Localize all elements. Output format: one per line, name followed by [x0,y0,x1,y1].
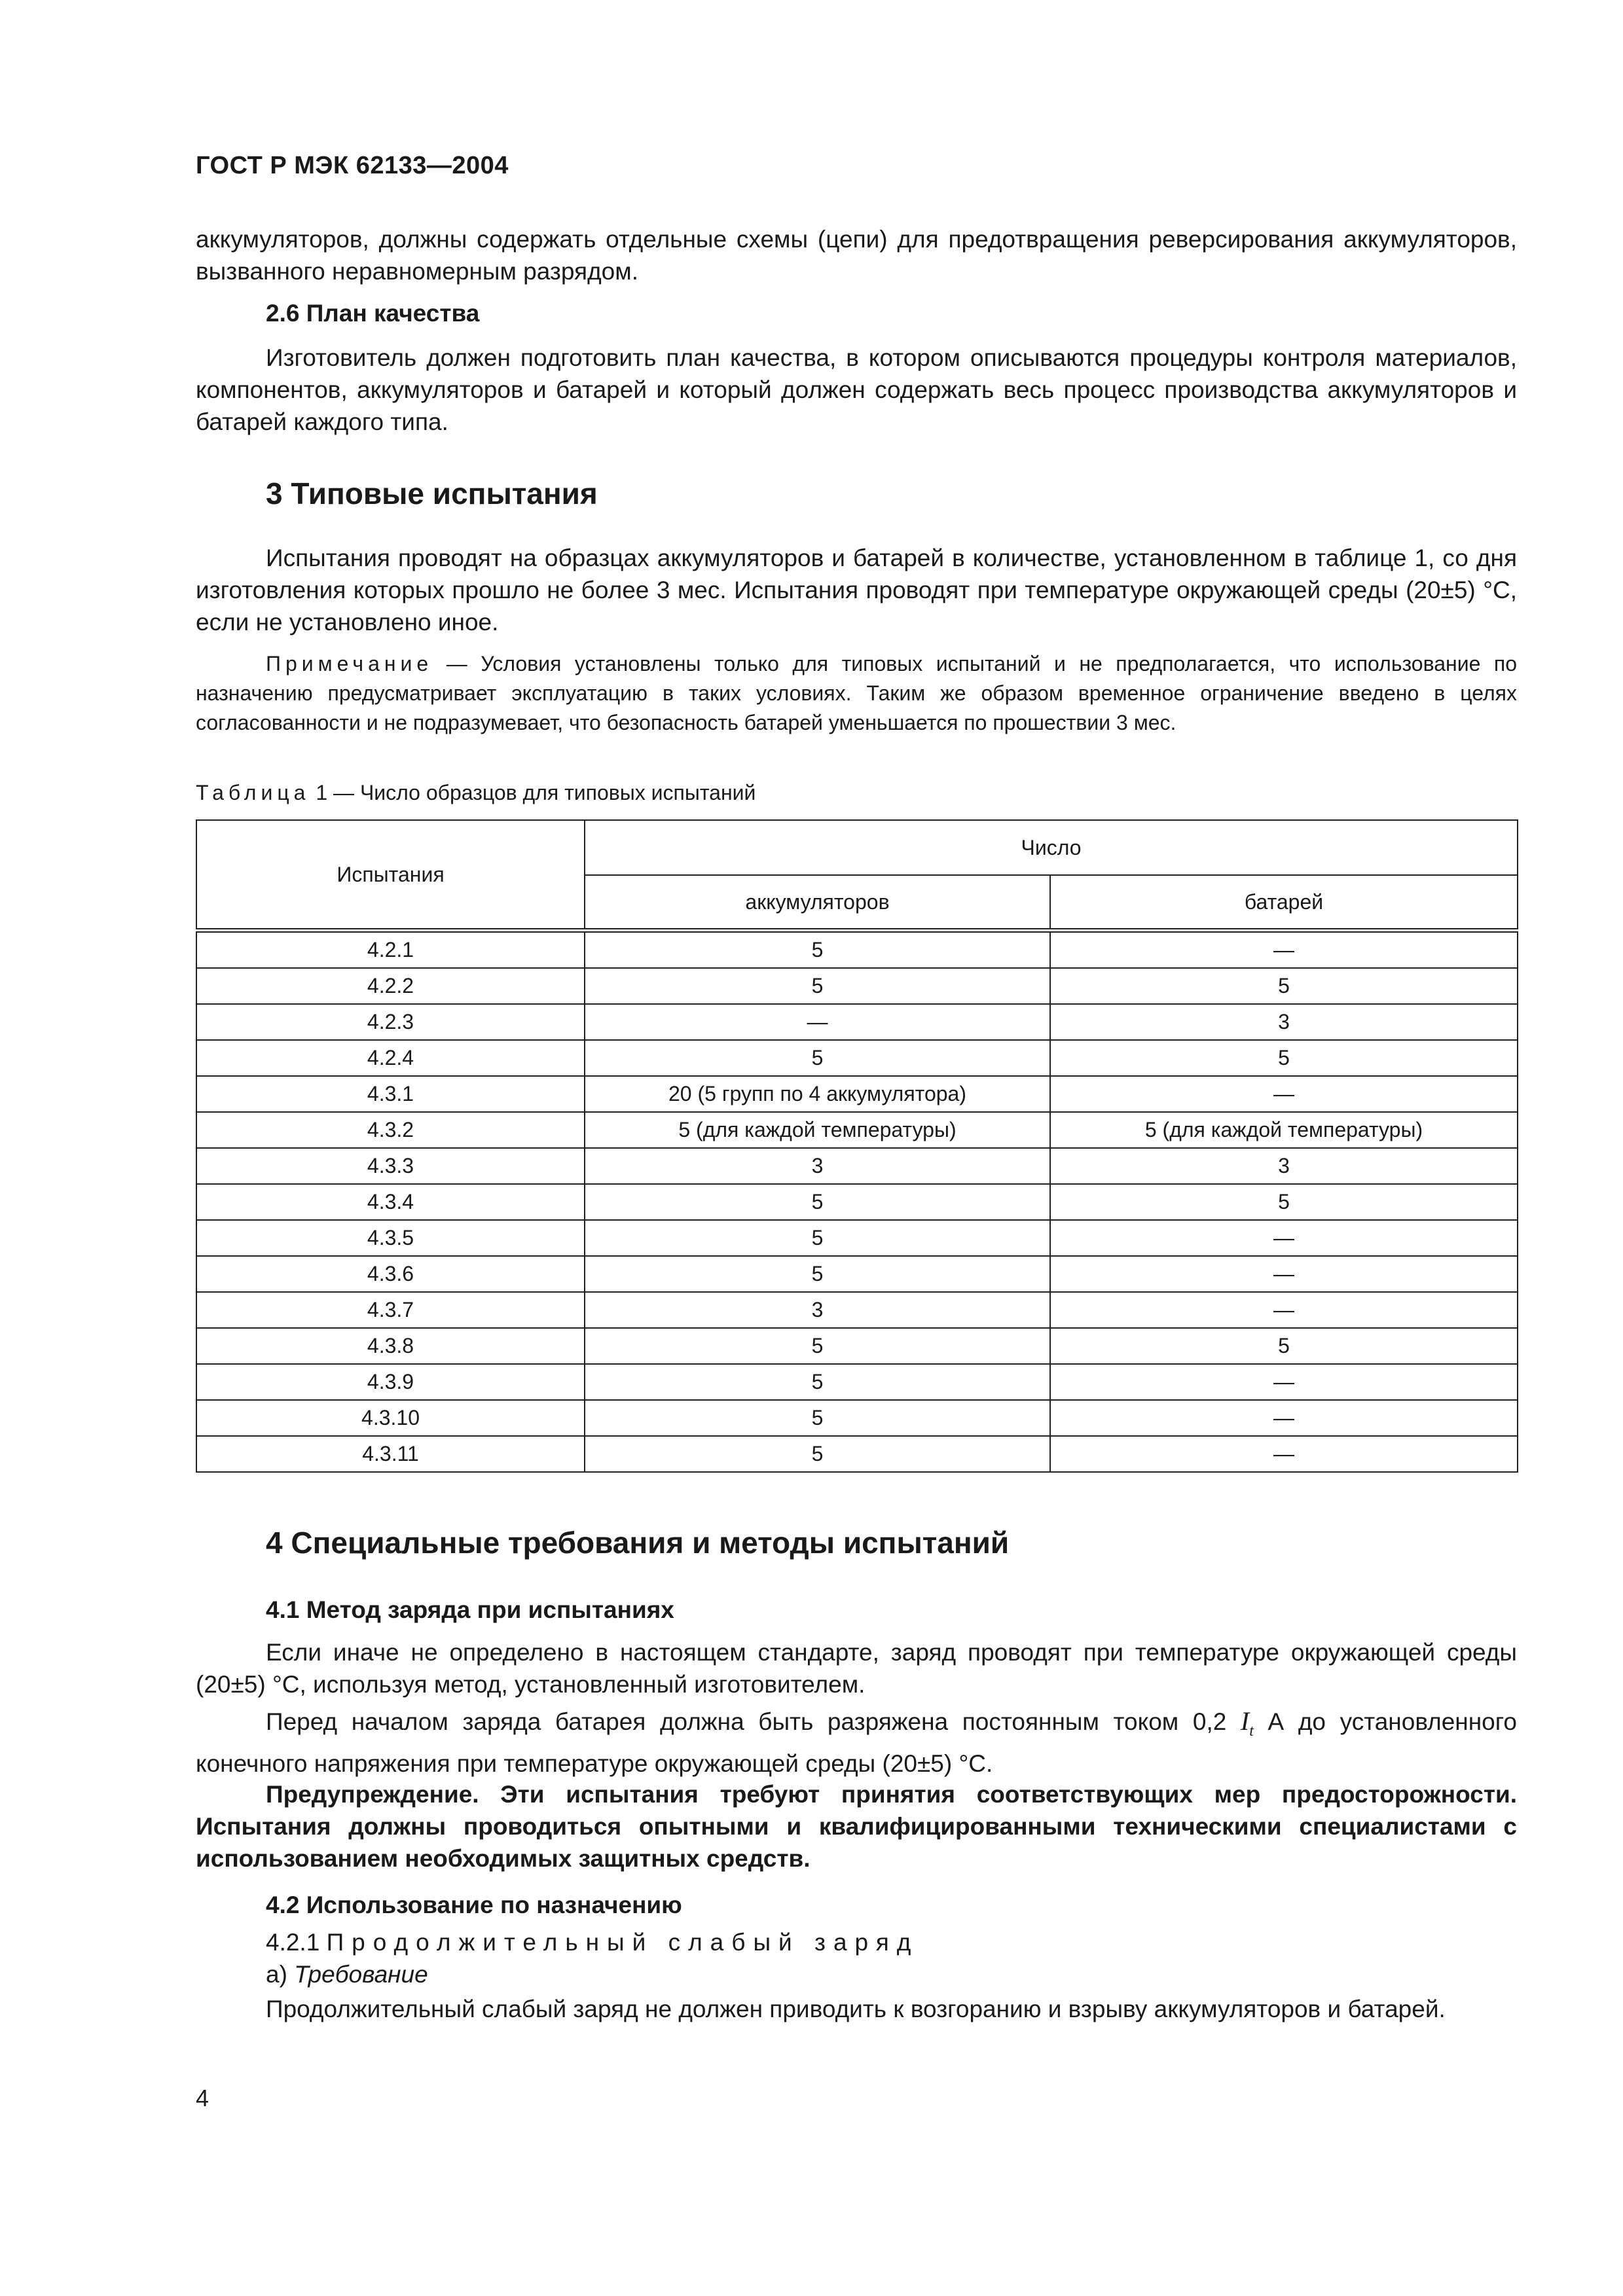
table-row [196,1148,1518,1184]
cell-cells: 5 [585,931,1050,969]
cell-batteries: — [1050,1400,1518,1436]
header-batteries: батарей [1050,875,1518,931]
document-header: ГОСТ Р МЭК 62133—2004 [196,152,509,179]
table-row [196,1004,1518,1040]
req-title: Требование [294,1961,428,1988]
table-row [196,1256,1518,1292]
section-3-text: Испытания проводят на образцах аккумуляторов и батарей в количестве, установленном в таблице 1, со дня изготовления которых прошло не более 3 мес. Испытания проводят при температуре окружающей среды (20±5) °С, если не установлено иное. [196,545,1517,636]
cell-test: 4.3.1 [196,1076,585,1112]
cell-test: 4.3.10 [196,1400,585,1436]
section-3-note [196,649,1517,738]
item-4-2-1 [266,1929,919,1956]
cell-cells: 5 [585,1184,1050,1220]
cell-batteries: 3 [1050,1004,1518,1040]
cell-batteries: 5 [1050,1040,1518,1076]
cell-cells: 5 [585,1328,1050,1364]
cell-test: 4.3.8 [196,1328,585,1364]
section-4-heading: 4 Специальные требования и методы испытаний [266,1526,1010,1560]
cell-cells: 5 [585,1220,1050,1256]
cell-batteries: — [1050,1436,1518,1472]
warning-text: Предупреждение. Эти испытания требуют принятия соответствующих мер предосторожности. Испытания должны проводиться опытными и квалифицированными техническими специалистами с использованием необходимых защитных средств. [196,1781,1517,1872]
table-row [196,1076,1518,1112]
table-row [196,1184,1518,1220]
note-label: Примечание [266,652,433,675]
header-number: Число [585,820,1518,875]
cell-batteries: 5 (для каждой температуры) [1050,1112,1518,1148]
current-symbol [1240,1706,1254,1740]
cell-batteries: — [1050,1076,1518,1112]
cell-batteries: — [1050,1364,1518,1400]
table-1-caption [196,781,756,805]
table-row [196,1040,1518,1076]
table-row [196,931,1518,969]
table-header-row [196,820,1518,875]
req-letter: a) [266,1961,287,1988]
section-2-6-text: Изготовитель должен подготовить план качества, в котором описываются процедуры контроля материалов, компонентов, аккумуляторов и батарей и который должен содержать весь процесс производства аккумуляторов и батарей каждого типа. [196,344,1517,435]
cell-batteries: — [1050,1220,1518,1256]
cell-test: 4.3.5 [196,1220,585,1256]
cell-batteries: 3 [1050,1148,1518,1184]
item-title: Продолжительный слабый заряд [326,1929,919,1956]
table-row [196,1364,1518,1400]
cell-cells: 20 (5 групп по 4 аккумулятора) [585,1076,1050,1112]
cell-cells: 3 [585,1292,1050,1328]
cell-batteries: — [1050,931,1518,969]
item-number: 4.2.1 [266,1929,320,1956]
cell-cells: 5 [585,968,1050,1004]
table-1 [196,819,1518,1473]
section-4-1-p1: Если иначе не определено в настоящем стандарте, заряд проводят при температуре окружающей среды (20±5) °С, используя метод, установленный изготовителем. [196,1639,1517,1698]
header-tests: Испытания [196,820,585,931]
note-text: — Условия установлены только для типовых испытаний и не предполагается, что использование по назначению предусматривает эксплуатацию в таких условиях. Таким же образом временное ограничение введено в целях согласованности и не подразумевает, что безопасность батарей уменьшается по прошествии 3 мес. [196,652,1517,734]
cell-batteries: — [1050,1292,1518,1328]
cell-test: 4.3.9 [196,1364,585,1400]
header-cells: аккумуляторов [585,875,1050,931]
cell-batteries: 5 [1050,968,1518,1004]
table-row [196,1328,1518,1364]
intro-continuation: аккумуляторов, должны содержать отдельные схемы (цепи) для предотвращения реверсирования аккумуляторов, вызванного неравномерным разрядом. [196,226,1517,285]
cell-test: 4.2.1 [196,931,585,969]
cell-test: 4.2.3 [196,1004,585,1040]
cell-test: 4.2.2 [196,968,585,1004]
cell-batteries: 5 [1050,1328,1518,1364]
table-row [196,1292,1518,1328]
caption-label: Таблица [196,781,310,804]
cell-test: 4.3.6 [196,1256,585,1292]
p2-before: Перед началом заряда батарея должна быть разряжена постоянным током 0,2 [266,1708,1241,1735]
cell-cells: 5 (для каждой температуры) [585,1112,1050,1148]
cell-test: 4.3.11 [196,1436,585,1472]
cell-test: 4.3.2 [196,1112,585,1148]
cell-cells: 5 [585,1040,1050,1076]
cell-cells: 5 [585,1400,1050,1436]
cell-cells: 5 [585,1256,1050,1292]
section-3-heading: 3 Типовые испытания [266,476,598,511]
cell-cells: 5 [585,1364,1050,1400]
section-4-1-heading: 4.1 Метод заряда при испытаниях [266,1596,674,1623]
cell-cells: — [585,1004,1050,1040]
table-row [196,1400,1518,1436]
section-4-2-heading: 4.2 Использование по назначению [266,1892,682,1918]
requirement-label [266,1961,428,1988]
cell-batteries: — [1050,1256,1518,1292]
cell-batteries: 5 [1050,1184,1518,1220]
section-2-6-heading: 2.6 План качества [266,300,480,327]
cell-test: 4.3.4 [196,1184,585,1220]
cell-cells: 5 [585,1436,1050,1472]
section-4-1-p2 [196,1705,1517,1780]
cell-test: 4.2.4 [196,1040,585,1076]
page-number: 4 [196,2085,210,2111]
table-row [196,1436,1518,1472]
table-row [196,1220,1518,1256]
table-row [196,1112,1518,1148]
p2-after: А до установленного конечного напряжения при температуре окружающей среды (20±5) °С. [196,1708,1517,1777]
requirement-text: Продолжительный слабый заряд не должен приводить к возгоранию и взрыву аккумуляторов и батарей. [266,1996,1446,2022]
caption-text: 1 — Число образцов для типовых испытаний [310,781,756,804]
cell-cells: 3 [585,1148,1050,1184]
cell-test: 4.3.7 [196,1292,585,1328]
cell-test: 4.3.3 [196,1148,585,1184]
table-row [196,968,1518,1004]
symbol-subscript: t [1249,1723,1254,1740]
symbol-letter: I [1240,1706,1250,1736]
